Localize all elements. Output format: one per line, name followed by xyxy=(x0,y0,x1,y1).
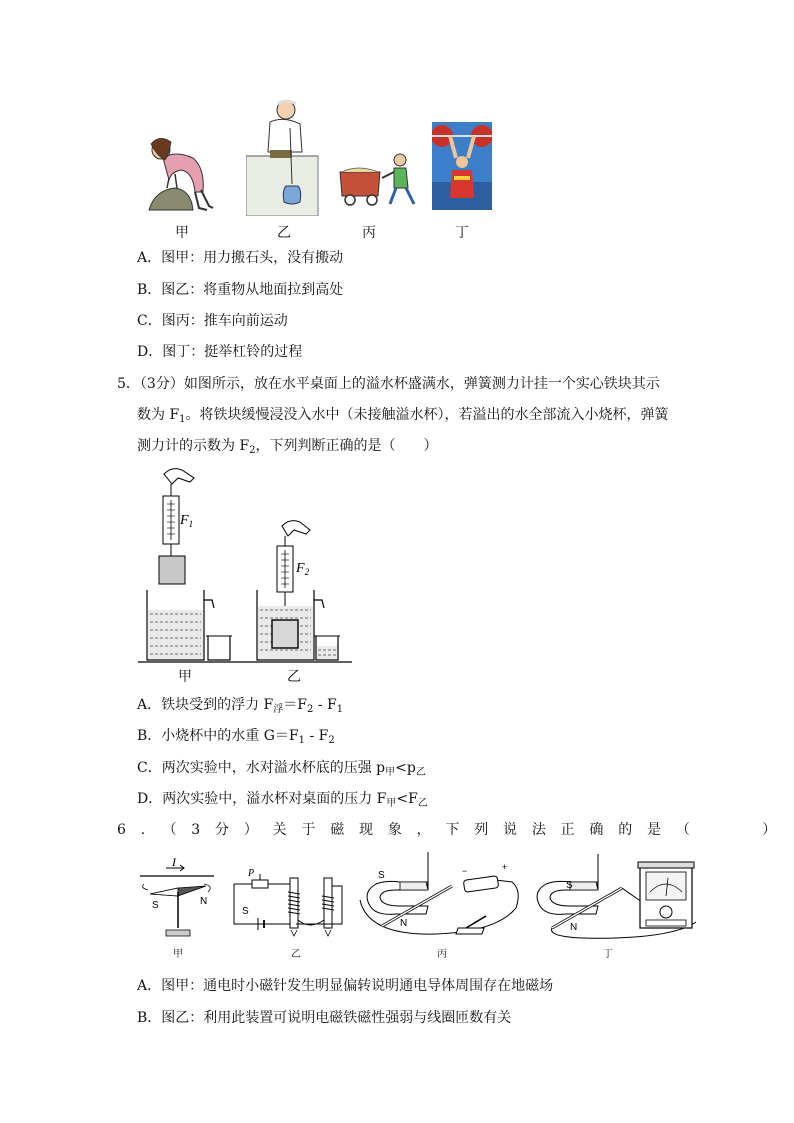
label-n3: N xyxy=(400,918,408,929)
q6-figure-electromagnet-circuit xyxy=(228,866,348,940)
label-f1: $F_1$ xyxy=(180,513,194,529)
label-s3: S xyxy=(378,870,385,881)
q6-caption-bing: 丙 xyxy=(437,949,447,960)
label-p: P xyxy=(248,868,255,879)
q4-caption-bing: 丙 xyxy=(362,225,376,241)
label-s2: S xyxy=(242,906,249,917)
label-battery-minus: − xyxy=(462,866,468,876)
q6-figure-oersted-experiment xyxy=(138,858,218,940)
q5-figure-overflow-cup-experiment xyxy=(138,466,354,668)
label-s: S xyxy=(152,900,159,911)
figure-weightlifter xyxy=(432,122,492,210)
label-current-i: I xyxy=(172,858,176,869)
label-s4: S xyxy=(566,880,573,891)
figure-man-pulling-weight xyxy=(246,98,320,216)
q5-stem-line2: 数为 $F_1$。将铁块缓慢浸没入水中（未接触溢水杯），若溢出的水全部流入小烧杯，弹簧 xyxy=(137,407,669,425)
q4-option-c[interactable]: C．图丙：推车向前运动 xyxy=(137,313,288,329)
q4-option-a[interactable]: A．图甲：用力搬石头，没有搬动 xyxy=(137,250,344,266)
q6-caption-ding: 丁 xyxy=(603,949,613,960)
q6-stem: 6．（3分）关于磁现象，下列说法正确的是（ ） xyxy=(117,822,792,838)
q6-option-a[interactable]: A．图甲：通电时小磁针发生明显偏转说明通电导体周围存在地磁场 xyxy=(137,978,554,994)
q5-caption-jia: 甲 xyxy=(178,669,192,685)
q5-caption-yi: 乙 xyxy=(287,669,301,685)
q6-caption-jia: 甲 xyxy=(173,949,183,960)
label-battery-plus: + xyxy=(502,862,508,872)
q4-option-d[interactable]: D．图丁：挺举杠铃的过程 xyxy=(137,344,303,360)
q5-option-a[interactable]: A．铁块受到的浮力 $F_浮=F_2 - F_1$ xyxy=(137,697,344,715)
figure-boy-pushing-cart xyxy=(338,152,424,210)
q5-stem-line1: 5．（3分）如图所示，放在水平桌面上的溢水杯盛满水，弹簧测力计挂一个实心铁块其示 xyxy=(117,376,660,392)
q6-figure-magnet-galvanometer xyxy=(526,852,702,942)
q4-option-b[interactable]: B．图乙：将重物从地面拉到高处 xyxy=(137,282,344,298)
q4-caption-jia: 甲 xyxy=(175,225,189,241)
q6-option-b[interactable]: B．图乙：利用此装置可说明电磁铁磁性强弱与线圈匝数有关 xyxy=(137,1010,512,1026)
figure-woman-lifting-stone xyxy=(145,128,215,214)
q5-option-b[interactable]: B．小烧杯中的水重 $G=F_1 - F_2$ xyxy=(137,728,335,746)
label-n: N xyxy=(200,896,208,907)
q4-caption-yi: 乙 xyxy=(277,225,291,241)
q6-figure-magnet-rod-battery xyxy=(356,850,522,942)
label-f2: $F_2$ xyxy=(296,561,310,577)
q5-stem-line3: 测力计的示数为 $F_2$，下列判断正确的是（ ） xyxy=(137,438,438,456)
q5-option-d[interactable]: D．两次实验中，溢水杯对桌面的压力 $F_甲<F_乙$ xyxy=(137,791,428,809)
q4-caption-ding: 丁 xyxy=(455,225,469,241)
label-n4: N xyxy=(570,922,578,933)
q5-option-c[interactable]: C．两次实验中，水对溢水杯底的压强 $p_甲<p_乙$ xyxy=(137,760,426,778)
q6-caption-yi: 乙 xyxy=(291,949,301,960)
